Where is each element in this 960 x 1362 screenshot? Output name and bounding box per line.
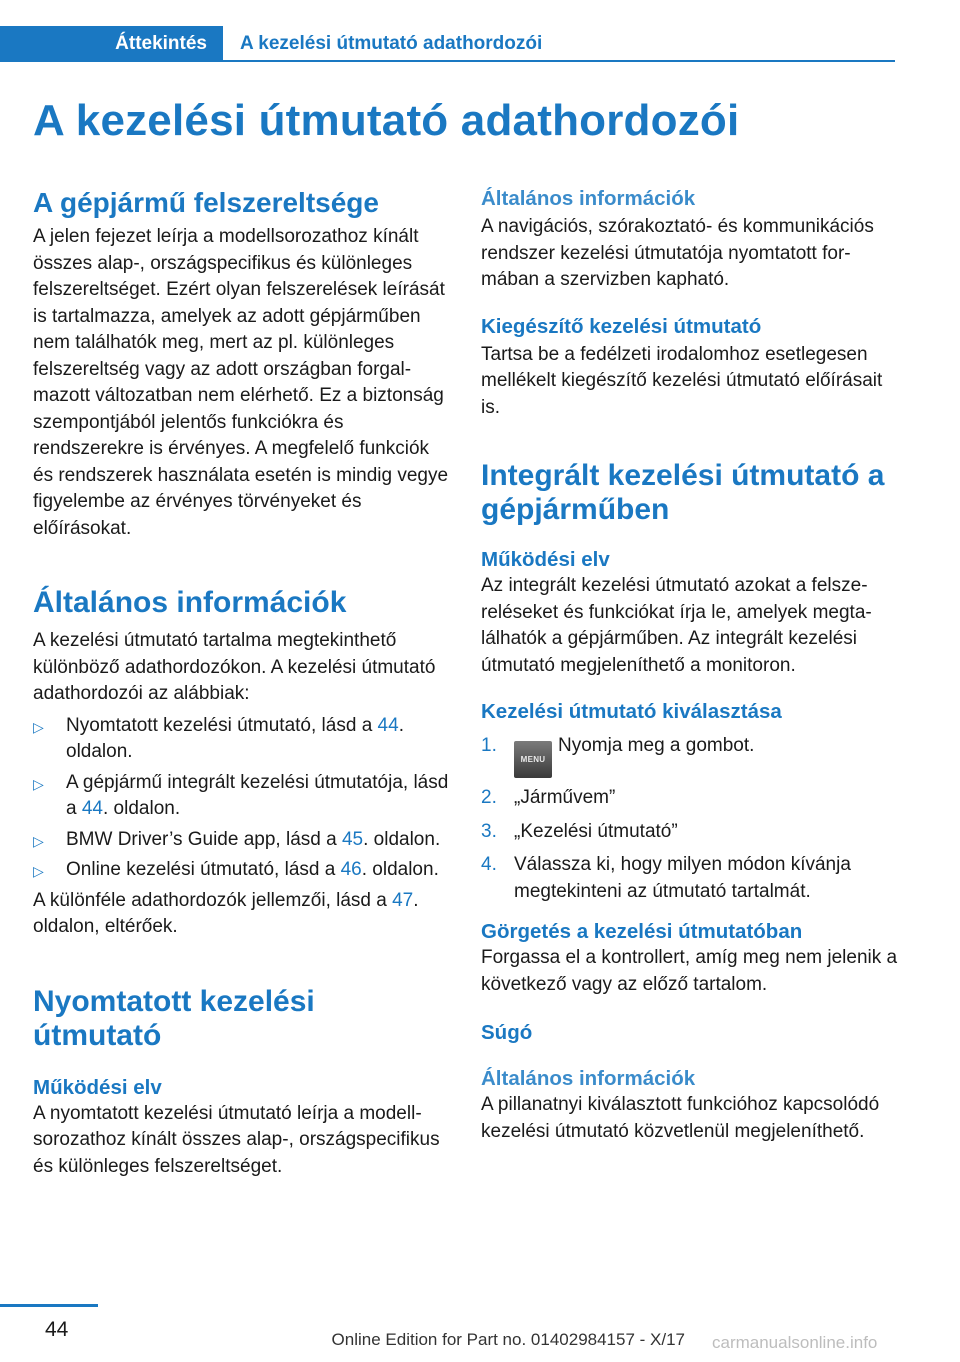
- subheading-general-info: Általános információk: [481, 187, 696, 210]
- subheading-general-info-help: Általános információk: [481, 1067, 696, 1090]
- page-link-45[interactable]: 45: [341, 828, 364, 850]
- list-item-text: Nyomtatott kezelési útmutató, lásd a: [66, 714, 378, 736]
- watermark: carmanualsonline.info: [712, 1333, 878, 1352]
- steps-list: [481, 733, 899, 905]
- paragraph-text: . oldalon, eltérőek.: [33, 889, 419, 937]
- list-item-text: BMW Driver’s Guide app, lásd a: [66, 828, 342, 850]
- header-divider: [0, 60, 895, 62]
- header-bar: [0, 26, 895, 62]
- section-heading-integrated: Integrált kezelési útmutató a gépjárműben: [481, 459, 885, 526]
- printed-paragraph: A nyomtatott kezelési útmutató leírja a modellsorozathoz kínált összes alap-, országspecifikus és különleges felszereltséget.: [33, 1102, 440, 1177]
- step-text: „Kezelési útmutató”: [514, 820, 678, 842]
- integrated-paragraph: Az integrált kezelési útmutató azokat a felszereléseket és funkciókat írja le, amelyek megtalálhatók a gépjárműben. Az integrált kezelési útmutató megjeleníthető a monitoron.: [481, 575, 872, 676]
- step-item: [481, 785, 899, 812]
- list-item-text: . oldalon.: [361, 859, 439, 880]
- footer-divider: [0, 1304, 98, 1307]
- tab-overview[interactable]: Áttekintés: [0, 26, 223, 61]
- subheading-principle-integrated: Működési elv: [481, 548, 610, 571]
- step-item: [481, 819, 899, 846]
- nav-manual-paragraph: A navigációs, szórakoztató- és kommunikációs rendszer kezelési útmutatója nyomtatott formában a szervizben kapható.: [481, 216, 874, 290]
- section-heading-equipment: A gépjármű felszereltsége: [33, 187, 379, 218]
- list-item-text: . oldalon.: [66, 714, 404, 762]
- section-heading-printed: Nyomtatott kezelési útmutató: [33, 984, 315, 1052]
- equipment-paragraph: A jelen fejezet leírja a modellsorozathoz kínált összes alap-, országspecifikus és különleges felszereltséget. Ezért olyan felszerelések leírását is tartalmazza, amelyek az adott gépjárműben nem találhatók meg, mert az pl. különleges felszereltség vagy az adott országban forgalmazott változatban nem elérhető. Ez a biztonság szempontjából jelentős funkciókra és rendszerekre is érvényes. A megfelelő funkciók és rendszerek használata esetén is mindig vegye figyelembe az érvényes törvényeket és előírásokat.: [33, 226, 449, 539]
- right-column: [481, 186, 899, 1145]
- step-text: Nyomja meg a gombot.: [558, 735, 755, 756]
- page-title: A kezelési útmutató adathordozói: [33, 96, 740, 145]
- page-link-44[interactable]: 44: [81, 798, 103, 819]
- menu-button-icon: MENU: [514, 741, 552, 778]
- page-number: 44: [45, 1318, 69, 1341]
- subheading-scrolling: Görgetés a kezelési útmutatóban: [481, 920, 803, 943]
- list-item-text: . oldalon.: [363, 828, 441, 850]
- triangle-bullet-icon: ▷: [33, 863, 44, 879]
- step-item: [481, 852, 899, 905]
- section-heading-general: Általános információk: [33, 586, 347, 619]
- paragraph-text: A különféle adathordozók jellemzői, lásd a: [33, 889, 393, 911]
- page-link-46[interactable]: 46: [340, 859, 362, 880]
- tab-section-title[interactable]: A kezelési útmutató adathordozói: [240, 32, 543, 54]
- edition-info: Online Edition for Part no. 01402984157 - X/17: [331, 1330, 685, 1349]
- step-number: 2.: [481, 787, 497, 808]
- triangle-bullet-icon: ▷: [33, 775, 44, 792]
- list-item-text: . oldalon.: [103, 798, 181, 819]
- help-paragraph: A pillanatnyi kiválasztott funkcióhoz kapcsolódó kezelési útmutató közvetlenül megjeleníthető.: [481, 1094, 880, 1142]
- subheading-principle: Működési elv: [33, 1075, 162, 1099]
- step-item: [481, 733, 899, 778]
- supplementary-paragraph: Tartsa be a fedélzeti irodalomhoz esetlegesen mellékelt kiegészítő kezelési útmutató előírásait is.: [481, 343, 883, 418]
- triangle-bullet-icon: ▷: [33, 718, 44, 735]
- subheading-help: Súgó: [481, 1021, 533, 1044]
- step-number: 3.: [481, 820, 497, 842]
- media-properties-paragraph: [33, 888, 451, 941]
- triangle-bullet-icon: ▷: [33, 832, 44, 849]
- step-text: Válassza ki, hogy milyen módon kívánja megtekinteni az útmutató tartalmát.: [514, 854, 851, 902]
- list-item: [33, 770, 451, 823]
- page-link-47[interactable]: 47: [392, 889, 414, 911]
- list-item-text: Online kezelési útmutató, lásd a: [66, 859, 341, 880]
- list-item-text: A gépjármű integrált kezelési útmutatója, lásd a: [66, 771, 449, 819]
- scrolling-paragraph: Forgassa el a kontrollert, amíg meg nem jelenik a következő vagy az előző tartalom.: [481, 947, 898, 995]
- left-column: [33, 186, 451, 1180]
- general-paragraph: A kezelési útmutató tartalma megtekinthető különböző adathordozókon. A kezelési útmutató adathordozói az alábbiak:: [33, 630, 436, 704]
- list-item: [33, 857, 451, 884]
- list-item: [33, 827, 451, 854]
- step-number: 4.: [481, 854, 497, 875]
- subheading-supplementary: Kiegészítő kezelési útmutató: [481, 314, 762, 338]
- media-list: [33, 713, 451, 884]
- list-item: [33, 713, 451, 766]
- page-link-44[interactable]: 44: [377, 714, 399, 736]
- step-number: 1.: [481, 735, 497, 756]
- subheading-select-manual: Kezelési útmutató kiválasztása: [481, 700, 782, 723]
- step-text: „Járművem”: [514, 787, 616, 808]
